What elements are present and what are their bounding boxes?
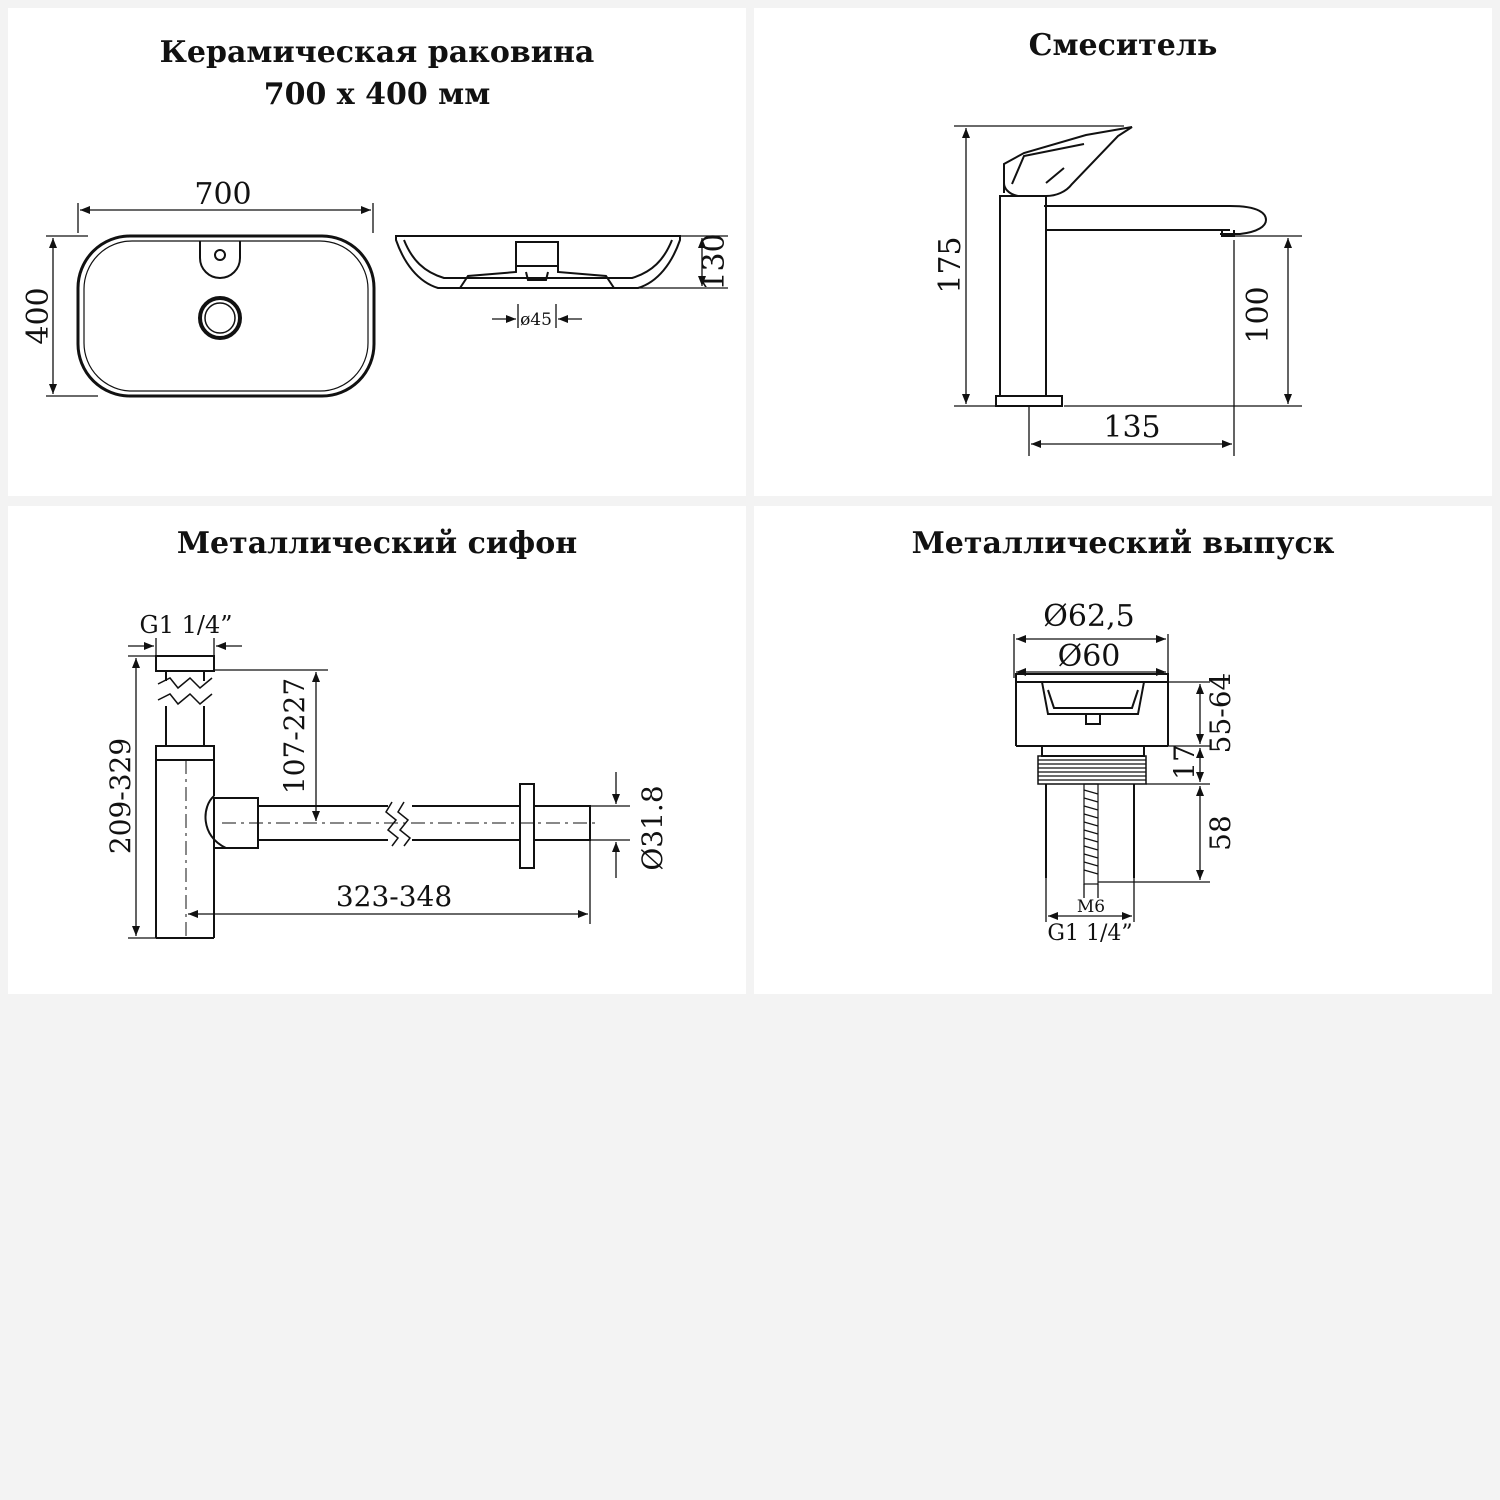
siphon-total-height-label: 209-329: [104, 737, 137, 855]
siphon-title: Металлический сифон: [176, 526, 578, 561]
drain-title: Металлический выпуск: [911, 526, 1335, 561]
siphon-length-label: 323-348: [335, 880, 453, 913]
siphon-thread-label: G1 1/4”: [139, 611, 233, 639]
drain-screw-label: M6: [1076, 897, 1106, 917]
mixer-title: Смеситель: [1028, 28, 1218, 63]
sink-drain-label: ø45: [520, 310, 552, 330]
siphon-outlet-height-label: 107-227: [278, 677, 311, 795]
siphon-panel: [8, 506, 746, 994]
drain-thread-label: G1 1/4”: [1047, 921, 1133, 946]
drain-thread-length-label: 17: [1168, 744, 1201, 780]
mixer-outline: [996, 127, 1266, 406]
drain-stem-length-dimension: [1098, 786, 1210, 882]
sink-side-view: [396, 236, 680, 288]
sink-height-label: 130: [697, 233, 732, 291]
mixer-spout-height-label: 100: [1241, 286, 1276, 344]
sink-title-line2: 700 х 400 мм: [263, 77, 491, 112]
mixer-drawing: [754, 8, 1492, 496]
drain-drawing: [754, 506, 1492, 994]
sink-top-view: [78, 236, 374, 396]
drain-body: [1016, 674, 1168, 884]
mixer-height-label: 175: [933, 236, 968, 294]
siphon-drawing: [8, 506, 746, 994]
mixer-height-dimension: [954, 126, 1124, 406]
drain-panel: [754, 506, 1492, 994]
siphon-thread-dimension: [128, 638, 242, 656]
drain-outer-diameter-label: Ø62,5: [1043, 599, 1135, 634]
sink-width-label: 700: [194, 177, 252, 212]
siphon-diameter-dimension: [590, 772, 630, 878]
sink-title-line1: Керамическая раковина: [159, 35, 595, 70]
drain-length-range-label: 55-64: [1204, 672, 1237, 754]
drain-stem-length-label: 58: [1204, 815, 1237, 851]
sink-depth-label: 400: [21, 287, 56, 345]
sink-drawing: [8, 8, 746, 496]
mixer-reach-label: 135: [1103, 410, 1161, 445]
siphon-diameter-label: Ø31.8: [636, 785, 669, 871]
mixer-panel: [754, 8, 1492, 496]
drain-inner-diameter-label: Ø60: [1057, 639, 1121, 674]
sink-panel: [8, 8, 746, 496]
